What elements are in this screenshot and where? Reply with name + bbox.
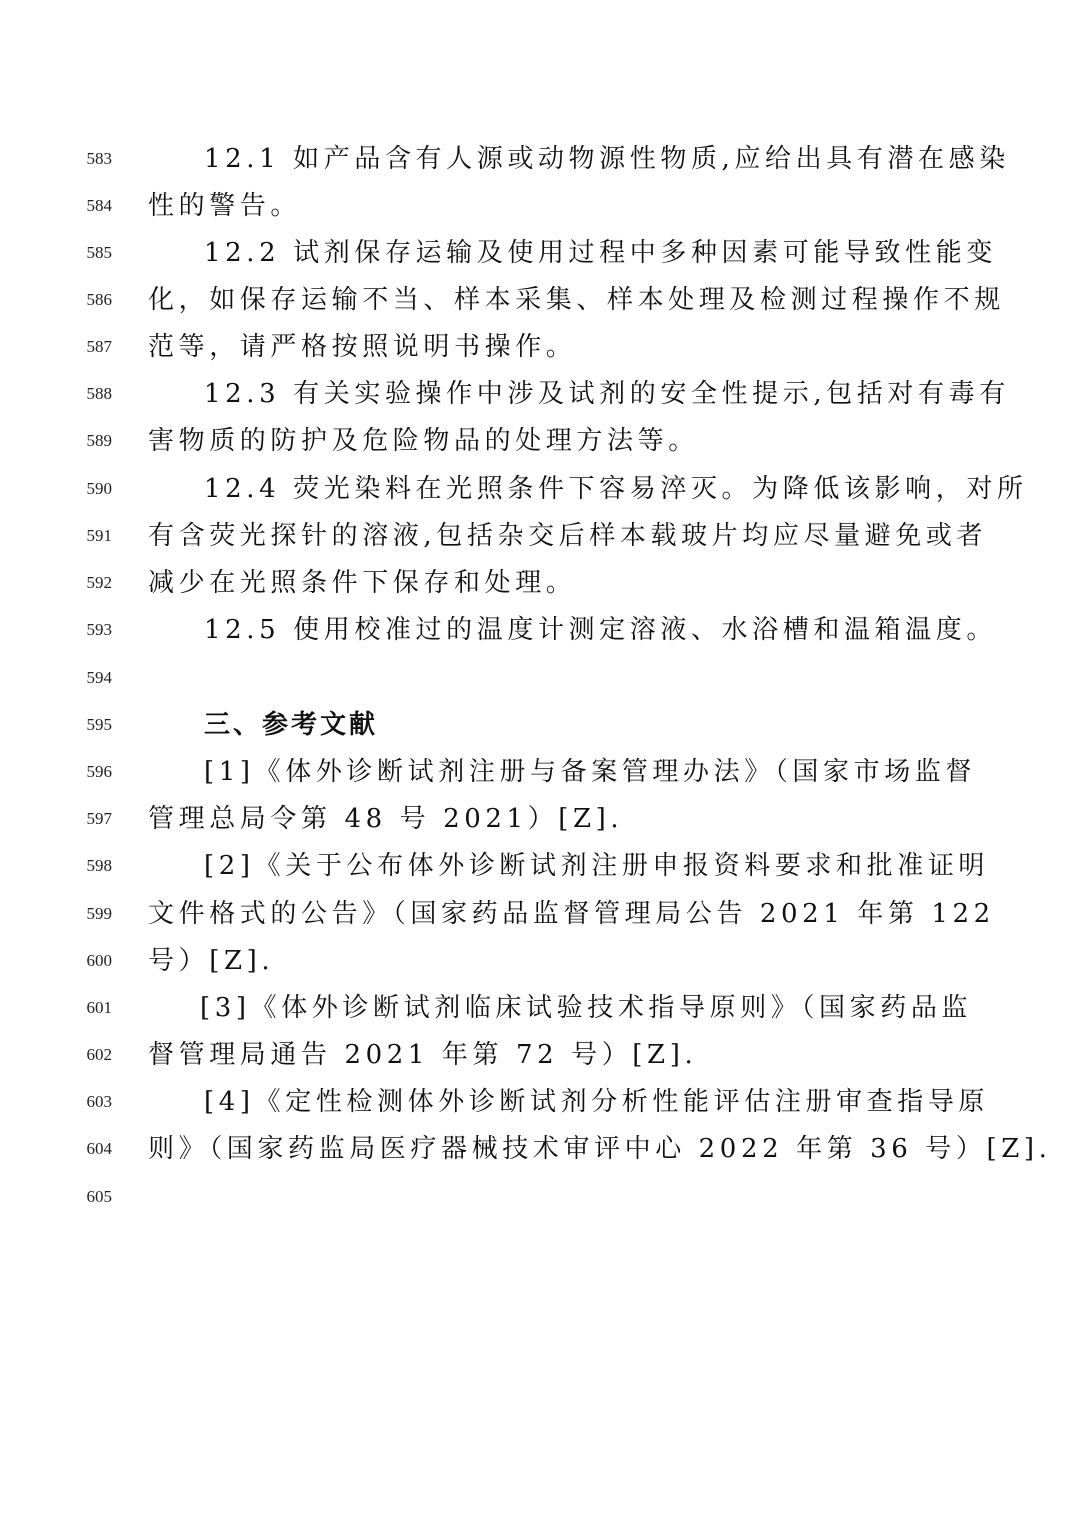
text-line [0, 891, 1080, 938]
line-number: 598 [86, 856, 112, 875]
blank-line [148, 1174, 943, 1221]
text-line [0, 136, 1080, 183]
line-number: 603 [86, 1092, 112, 1111]
reference-2-line: [2]《关于公布体外诊断试剂注册申报资料要求和批准证明 [204, 851, 990, 881]
reference-2-line: 文件格式的公告》（国家药品监督管理局公告 2021 年第 122 [148, 899, 995, 929]
paragraph-12-2-line: 12.2 试剂保存运输及使用过程中多种因素可能导致性能变 [204, 238, 997, 268]
line-number: 595 [86, 715, 112, 734]
line-number: 597 [86, 809, 112, 828]
text-line [0, 749, 1080, 796]
line-number: 586 [86, 290, 112, 309]
paragraph-12-4-line: 有含荧光探针的溶液,包括杂交后样本载玻片均应尽量避免或者 [148, 521, 988, 551]
paragraph-12-3-line: 12.3 有关实验操作中涉及试剂的安全性提示,包括对有毒有 [204, 379, 1010, 409]
text-line [0, 1079, 1080, 1126]
paragraph-12-2-line: 范等，请严格按照说明书操作。 [148, 332, 577, 362]
line-number: 599 [86, 904, 112, 923]
blank-line [148, 655, 943, 702]
paragraph-12-4-line: 减少在光照条件下保存和处理。 [148, 568, 577, 598]
paragraph-12-1-line: 性的警告。 [148, 191, 302, 221]
line-number: 601 [86, 998, 112, 1017]
text-line [0, 1126, 1080, 1173]
paragraph-12-1-line: 12.1 如产品含有人源或动物源性物质,应给出具有潜在感染 [204, 144, 1010, 174]
line-number: 604 [86, 1139, 112, 1158]
line-number: 585 [86, 243, 112, 262]
line-number: 602 [86, 1045, 112, 1064]
line-number: 592 [86, 573, 112, 592]
line-number: 590 [86, 479, 112, 498]
text-line [0, 513, 1080, 560]
paragraph-12-2-line: 化，如保存运输不当、样本采集、样本处理及检测过程操作不规 [148, 285, 1005, 315]
text-line [0, 938, 1080, 985]
line-number: 588 [86, 384, 112, 403]
line-number: 600 [86, 951, 112, 970]
text-line [0, 560, 1080, 607]
text-line [0, 418, 1080, 465]
text-line [0, 607, 1080, 654]
line-number: 605 [86, 1187, 112, 1206]
text-line [0, 324, 1080, 371]
reference-1-line: [1]《体外诊断试剂注册与备案管理办法》（国家市场监督 [204, 757, 977, 787]
reference-1-line: 管理总局令第 48 号 2021）[Z]. [148, 804, 624, 834]
text-line [0, 183, 1080, 230]
paragraph-12-5-line: 12.5 使用校准过的温度计测定溶液、水浴槽和温箱温度。 [204, 615, 997, 645]
line-number: 589 [86, 431, 112, 450]
reference-4-line: [4]《定性检测体外诊断试剂分析性能评估注册审查指导原 [204, 1087, 990, 1117]
text-line [0, 371, 1080, 418]
text-line [0, 655, 1080, 702]
section-heading: 三、参考文献 [204, 710, 379, 740]
line-number: 596 [86, 762, 112, 781]
text-line [0, 702, 1080, 749]
text-line [0, 985, 1080, 1032]
text-line [0, 796, 1080, 843]
reference-4-line: 则》（国家药监局医疗器械技术审评中心 2022 年第 36 号）[Z]. [148, 1134, 1052, 1164]
paragraph-12-3-line: 害物质的防护及危险物品的处理方法等。 [148, 426, 699, 456]
text-line [0, 1032, 1080, 1079]
line-number: 593 [86, 620, 112, 639]
line-number: 591 [86, 526, 112, 545]
text-line [0, 843, 1080, 890]
reference-2-line: 号）[Z]. [148, 946, 275, 976]
reference-3-line: 督管理局通告 2021 年第 72 号）[Z]. [148, 1040, 698, 1070]
text-line [0, 277, 1080, 324]
text-line [0, 466, 1080, 513]
text-line [0, 230, 1080, 277]
line-number: 584 [86, 196, 112, 215]
line-number: 587 [86, 337, 112, 356]
line-number: 583 [86, 149, 112, 168]
text-line [0, 1174, 1080, 1221]
reference-3-line: [3]《体外诊断试剂临床试验技术指导原则》（国家药品监 [200, 993, 973, 1023]
line-number: 594 [86, 668, 112, 687]
paragraph-12-4-line: 12.4 荧光染料在光照条件下容易淬灭。为降低该影响，对所 [204, 474, 1028, 504]
